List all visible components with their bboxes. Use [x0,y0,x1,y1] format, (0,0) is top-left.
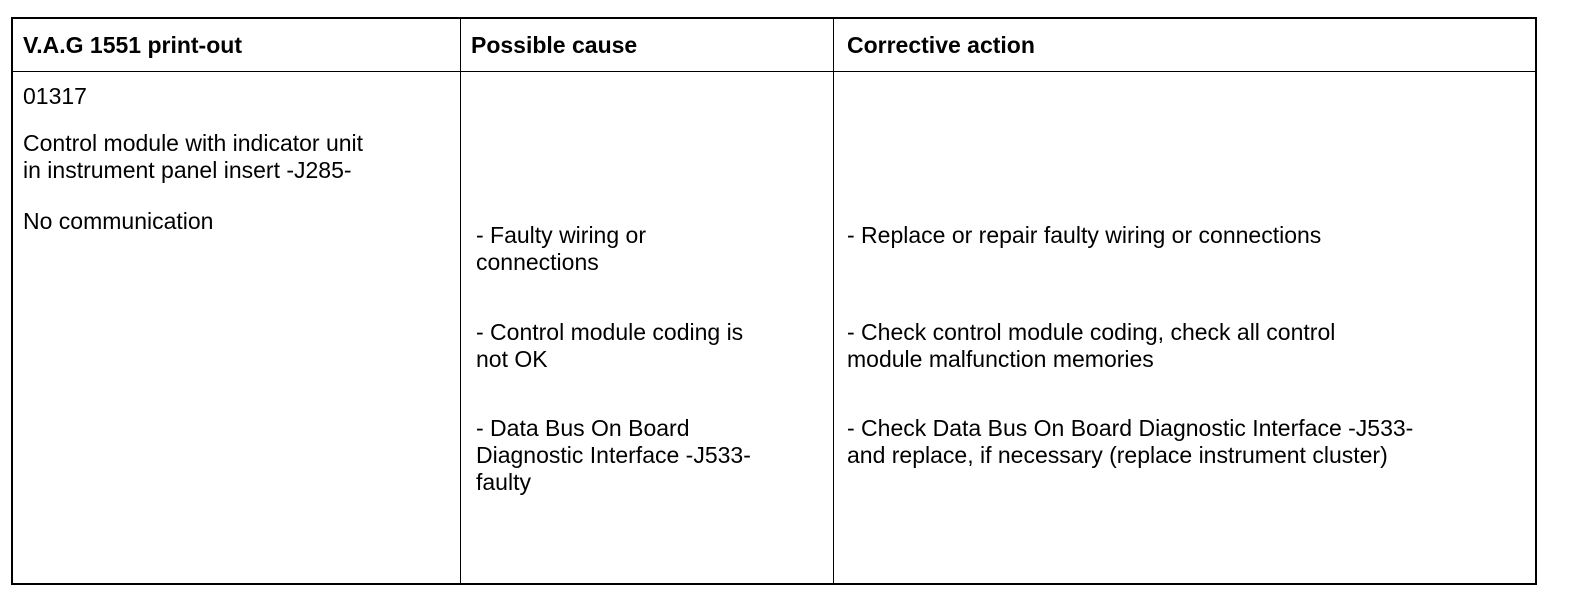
column-divider [833,19,834,583]
header-divider [13,71,1535,72]
header-corrective-action: Corrective action [847,32,1035,58]
diagnosis-table [11,17,1537,585]
action-item: - Check Data Bus On Board Diagnostic Interface -J533- and replace, if necessary (replace instrument cluster) [847,415,1414,468]
header-possible-cause: Possible cause [471,32,638,58]
column-divider [460,19,461,583]
fault-code: 01317 [23,83,87,109]
cause-item: - Control module coding is not OK [476,319,744,372]
fault-component: Control module with indicator unit in instrument panel insert -J285- [23,130,364,183]
header-printout: V.A.G 1551 print-out [23,32,242,58]
action-item: - Check control module coding, check all control module malfunction memories [847,319,1336,372]
action-item: - Replace or repair faulty wiring or connections [847,222,1322,248]
cause-item: - Data Bus On Board Diagnostic Interface -J533- faulty [476,415,751,495]
cause-item: - Faulty wiring or connections [476,222,646,275]
fault-status: No communication [23,208,214,234]
